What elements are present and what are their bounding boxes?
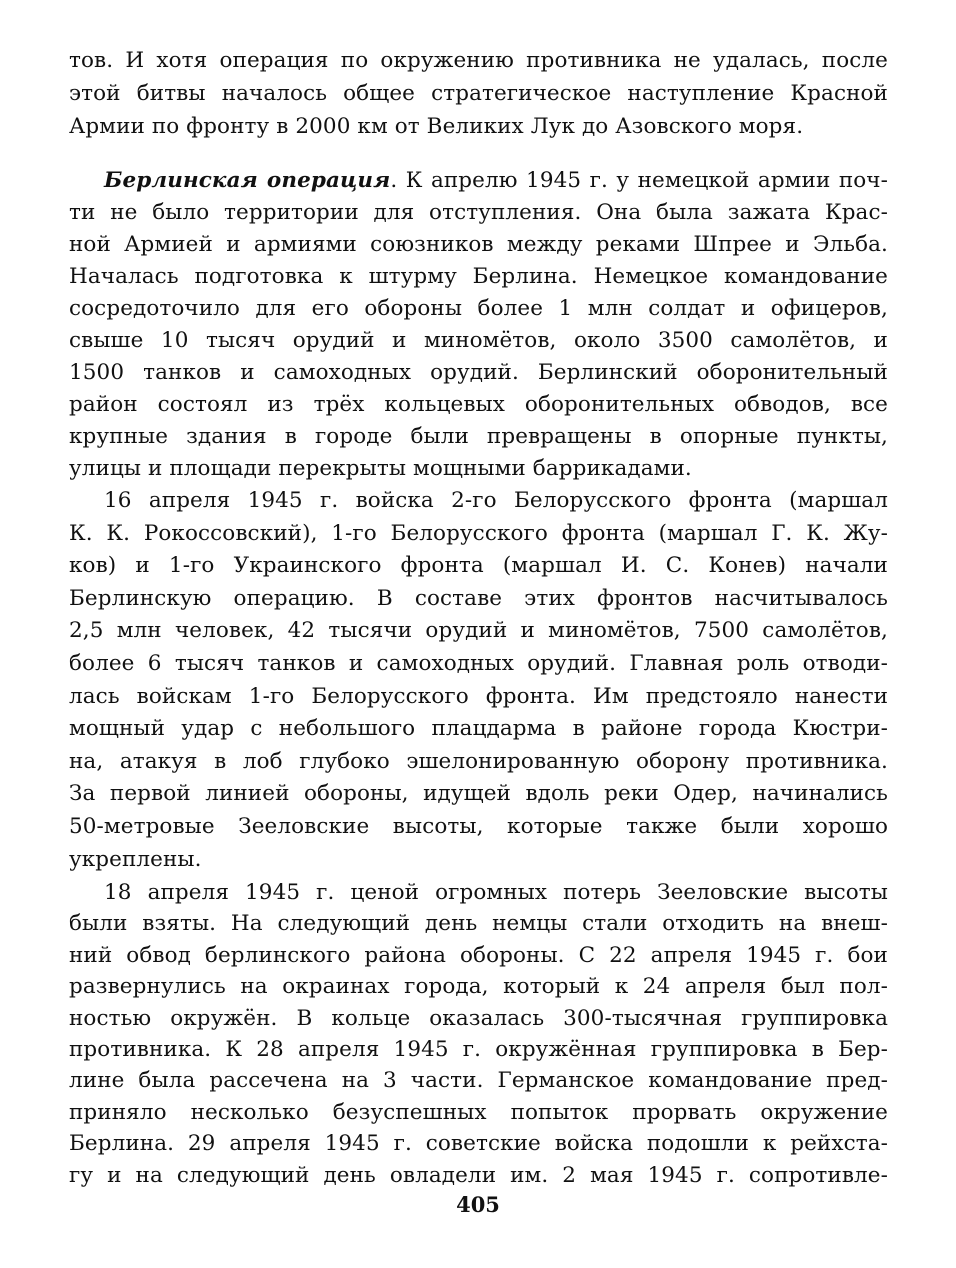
text-line: 18 апреля 1945 г. ценой огромных потерь Зееловские высоты — [104, 880, 888, 905]
text-line: гу и на следующий день овладели им. 2 мая 1945 г. сопротивле- — [69, 1162, 888, 1188]
text-line: 2,5 млн человек, 42 тысячи орудий и миномётов, 7500 самолётов, — [69, 618, 888, 644]
text-line: ти не было территории для отступления. Она была зажата Крас- — [69, 200, 888, 225]
text-line: укреплены. — [69, 846, 202, 872]
text-line: развернулись на окраинах города, который к 24 апреля был пол- — [69, 974, 888, 1000]
text-line: лине была рассечена на 3 части. Германское командование пред- — [69, 1068, 888, 1094]
text-line: мощный удар с небольшого плацдарма в районе города Кюстри- — [69, 716, 888, 742]
text-line: ков) и 1-го Украинского фронта (маршал И. С. Конев) начали — [69, 553, 888, 579]
text-line: Началась подготовка к штурму Берлина. Немецкое командование — [69, 264, 888, 289]
text-line: 16 апреля 1945 г. войска 2-го Белорусского фронта (маршал — [104, 488, 888, 513]
text-line: К. К. Рокоссовский), 1-го Белорусского фронта (маршал Г. К. Жу- — [69, 520, 888, 546]
text-line: более 6 тысяч танков и самоходных орудий. Главная роль отводи- — [69, 651, 888, 676]
text-span: . К апрелю 1945 г. у немецкой армии поч- — [390, 168, 888, 193]
text-line: Берлинскую операцию. В составе этих фронтов насчитывалось — [69, 585, 888, 611]
page-number: 405 — [456, 1192, 500, 1217]
text-line: тов. И хотя операция по окружению противника не удалась, после — [69, 48, 888, 73]
text-line: район состоял из трёх кольцевых оборонительных обводов, все — [69, 392, 888, 417]
text-line: противника. К 28 апреля 1945 г. окружённая группировка в Бер- — [69, 1037, 888, 1062]
text-line: сосредоточило для его обороны более 1 млн солдат и офицеров, — [69, 296, 888, 321]
text-line: За первой линией обороны, идущей вдоль реки Одер, начинались — [69, 781, 888, 807]
text-line: свыше 10 тысяч орудий и миномётов, около 3500 самолётов, и — [69, 328, 888, 353]
text-line: 1500 танков и самоходных орудий. Берлинский оборонительный — [69, 360, 888, 385]
text-line: крупные здания в городе были превращены в опорные пункты, — [69, 424, 888, 449]
text-line — [104, 164, 888, 198]
section-heading: Берлинская операция — [104, 168, 391, 193]
text-line: лась войскам 1-го Белорусского фронта. Им предстояло нанести — [69, 683, 888, 709]
text-line: Берлина. 29 апреля 1945 г. советские войска подошли к рейхста- — [69, 1131, 888, 1157]
text-line: улицы и площади перекрыты мощными баррикадами. — [69, 456, 692, 481]
text-line: ностью окружён. В кольце оказалась 300-тысячная группировка — [69, 1005, 888, 1031]
text-line: на, атакуя в лоб глубоко эшелонированную оборону противника. — [69, 748, 888, 774]
text-line: были взяты. На следующий день немцы стали отходить на внеш- — [69, 911, 888, 937]
text-line: этой битвы началось общее стратегическое наступление Красной — [69, 81, 888, 106]
text-line: ной Армией и армиями союзников между реками Шпрее и Эльба. — [69, 232, 888, 257]
text-line: 50-метровые Зееловские высоты, которые также были хорошо — [69, 814, 888, 839]
text-line: ний обвод берлинского района обороны. С 22 апреля 1945 г. бои — [69, 942, 888, 968]
text-line: приняло несколько безуспешных попыток прорвать окружение — [69, 1099, 888, 1125]
text-line: Армии по фронту в 2000 км от Великих Лук до Азовского моря. — [69, 114, 804, 139]
